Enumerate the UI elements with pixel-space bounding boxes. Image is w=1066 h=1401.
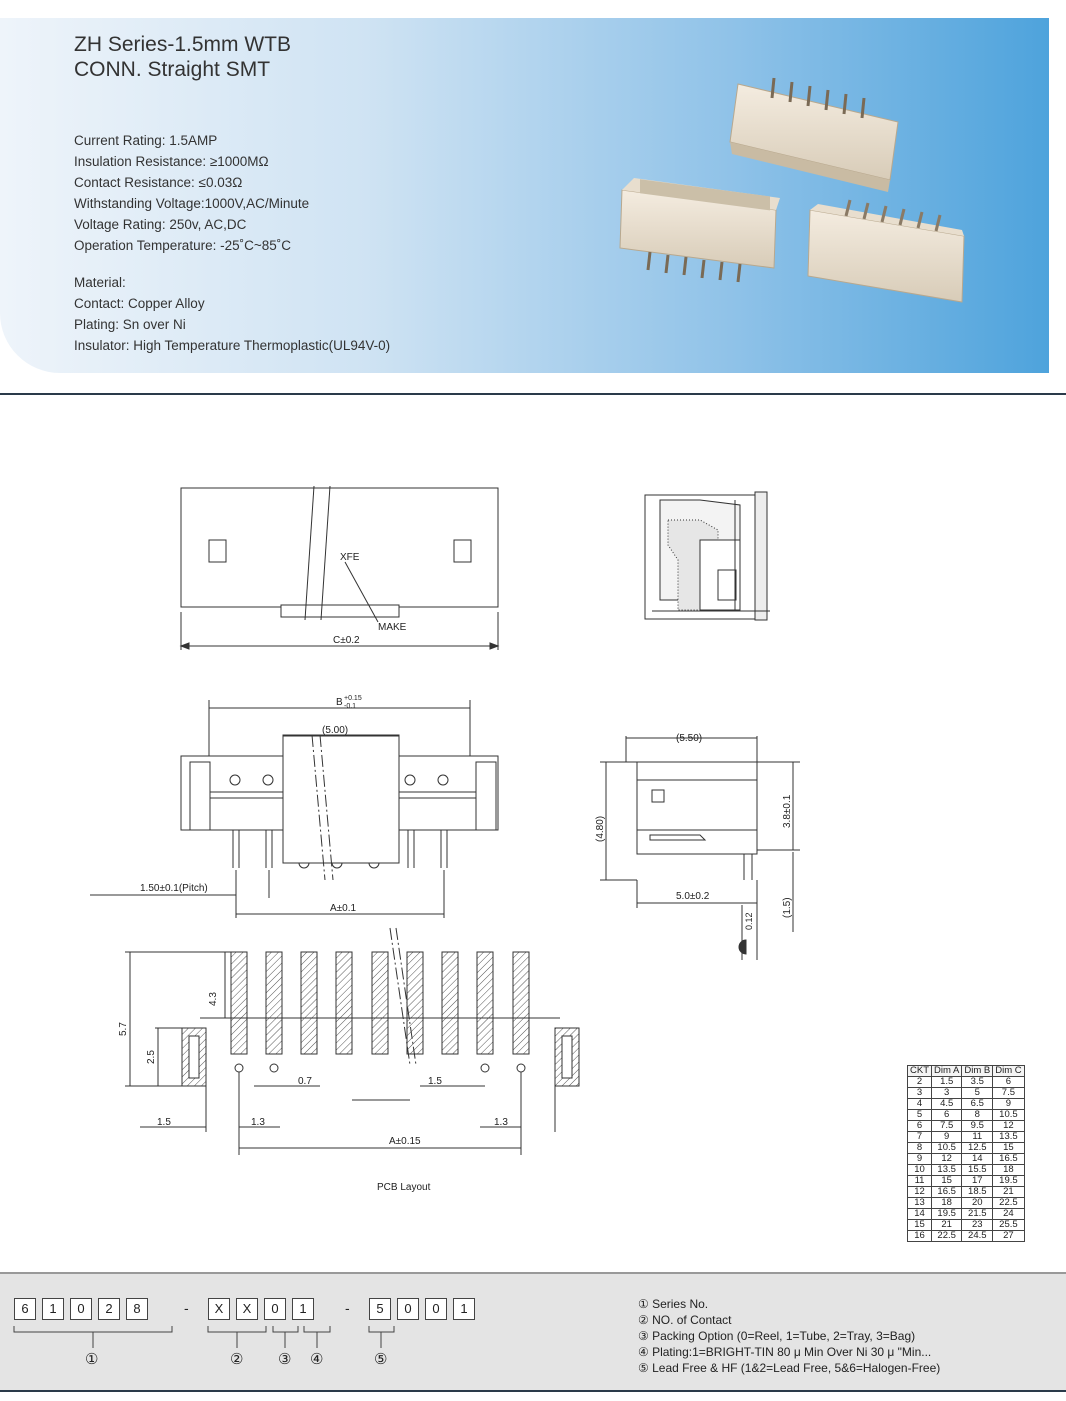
table-row bbox=[908, 1143, 1025, 1154]
table-cell: 19.5 bbox=[993, 1176, 1024, 1187]
col-header: Dim A bbox=[932, 1066, 962, 1077]
pn-dash: - bbox=[184, 1300, 189, 1316]
label-dim-550: (5.50) bbox=[676, 733, 703, 744]
table-cell: 21.5 bbox=[962, 1209, 993, 1220]
table-cell: 7 bbox=[908, 1132, 932, 1143]
table-cell: 13.5 bbox=[932, 1165, 962, 1176]
table-row bbox=[908, 1176, 1025, 1187]
table-cell: 9.5 bbox=[962, 1121, 993, 1132]
table-cell: 14 bbox=[908, 1209, 932, 1220]
table-cell: 15 bbox=[932, 1176, 962, 1187]
spec-current: Current Rating: 1.5AMP bbox=[74, 133, 218, 148]
table-row bbox=[908, 1231, 1025, 1242]
connector-photo-right bbox=[808, 200, 964, 302]
table-cell: 22.5 bbox=[932, 1231, 962, 1242]
material-insulator: Insulator: High Temperature Thermoplastic(UL94V-0) bbox=[74, 338, 391, 353]
side-view bbox=[600, 736, 800, 960]
label-pcb-15b: 1.5 bbox=[157, 1117, 171, 1128]
table-cell: 18.5 bbox=[962, 1187, 993, 1198]
pn-digit: 1 bbox=[292, 1298, 314, 1320]
connector-product-image bbox=[600, 70, 980, 310]
marker-2: ② bbox=[230, 1350, 244, 1368]
col-header: Dim B bbox=[962, 1066, 993, 1077]
pcb-layout bbox=[125, 928, 579, 1155]
section-view bbox=[645, 492, 770, 620]
label-pcb-13b: 1.3 bbox=[494, 1117, 508, 1128]
table-row bbox=[908, 1220, 1025, 1231]
table-cell: 4.5 bbox=[932, 1099, 962, 1110]
table-cell: 7.5 bbox=[993, 1088, 1024, 1099]
table-cell: 6 bbox=[993, 1077, 1024, 1088]
table-header-row bbox=[908, 1066, 1025, 1077]
table-cell: 22.5 bbox=[993, 1198, 1024, 1209]
pn-digit: 0 bbox=[264, 1298, 286, 1320]
table-cell: 21 bbox=[932, 1220, 962, 1231]
table-cell: 3 bbox=[908, 1088, 932, 1099]
table-row bbox=[908, 1132, 1025, 1143]
table-cell: 10.5 bbox=[932, 1143, 962, 1154]
ckt-dimension-table bbox=[907, 1065, 1025, 1242]
table-cell: 12.5 bbox=[962, 1143, 993, 1154]
pn-dash: - bbox=[345, 1300, 350, 1316]
table-cell: 8 bbox=[908, 1143, 932, 1154]
table-cell: 12 bbox=[932, 1154, 962, 1165]
table-cell: 16.5 bbox=[932, 1187, 962, 1198]
material-heading: Material: bbox=[74, 275, 126, 290]
table-row bbox=[908, 1088, 1025, 1099]
table-cell: 1.5 bbox=[932, 1077, 962, 1088]
spec-voltage: Voltage Rating: 250v, AC,DC bbox=[74, 217, 247, 232]
label-pcb-15a: 1.5 bbox=[428, 1076, 442, 1087]
table-cell: 13.5 bbox=[993, 1132, 1024, 1143]
table-cell: 6 bbox=[932, 1110, 962, 1121]
marker-5: ⑤ bbox=[374, 1350, 388, 1368]
table-cell: 7.5 bbox=[932, 1121, 962, 1132]
table-cell: 10 bbox=[908, 1165, 932, 1176]
table-cell: 4 bbox=[908, 1099, 932, 1110]
label-make: MAKE bbox=[378, 622, 407, 633]
pn-digit: 0 bbox=[425, 1298, 447, 1320]
label-pcb-07: 0.7 bbox=[298, 1076, 312, 1087]
pn-legend bbox=[638, 1296, 940, 1376]
table-cell: 16 bbox=[908, 1231, 932, 1242]
label-dim-b: B bbox=[336, 697, 343, 708]
pn-digit: 5 bbox=[369, 1298, 391, 1320]
pn-digit: 1 bbox=[42, 1298, 64, 1320]
table-cell: 25.5 bbox=[993, 1220, 1024, 1231]
table-cell: 12 bbox=[993, 1121, 1024, 1132]
label-pcb-43: 4.3 bbox=[208, 992, 219, 1006]
legend-leadfree: ⑤ Lead Free & HF (1&2=Lead Free, 5&6=Halogen-Free) bbox=[638, 1361, 941, 1375]
table-cell: 9 bbox=[993, 1099, 1024, 1110]
label-dim-c: C±0.2 bbox=[333, 635, 360, 646]
table-cell: 12 bbox=[908, 1187, 932, 1198]
material-plating: Plating: Sn over Ni bbox=[74, 317, 186, 332]
table-cell: 23 bbox=[962, 1220, 993, 1231]
label-pcb-a015: A±0.15 bbox=[389, 1136, 421, 1147]
legend-series: ① Series No. bbox=[638, 1297, 709, 1311]
label-dim-b-tol-plus: +0.15 bbox=[344, 695, 362, 702]
pn-leader-lines bbox=[0, 1274, 520, 1390]
pn-digit: 2 bbox=[98, 1298, 120, 1320]
table-cell: 3.5 bbox=[962, 1077, 993, 1088]
legend-plating: ④ Plating:1=BRIGHT-TIN 80 μ Min Over Ni 30 μ "Min... bbox=[638, 1345, 932, 1359]
table-cell: 20 bbox=[962, 1198, 993, 1209]
pn-digit: 0 bbox=[397, 1298, 419, 1320]
title-line-1: ZH Series-1.5mm WTB bbox=[74, 33, 292, 56]
table-cell: 15 bbox=[993, 1143, 1024, 1154]
spec-withstanding: Withstanding Voltage:1000V,AC/Minute bbox=[74, 196, 310, 211]
table-row bbox=[908, 1077, 1025, 1088]
table-row bbox=[908, 1154, 1025, 1165]
marker-4: ④ bbox=[310, 1350, 324, 1368]
title-line-2: CONN. Straight SMT bbox=[74, 58, 271, 81]
connector-photo-left bbox=[620, 178, 780, 282]
spec-contact-resistance: Contact Resistance: ≤0.03Ω bbox=[74, 175, 243, 190]
table-cell: 2 bbox=[908, 1077, 932, 1088]
pn-digit: 8 bbox=[126, 1298, 148, 1320]
table-cell: 14 bbox=[962, 1154, 993, 1165]
table-cell: 3 bbox=[932, 1088, 962, 1099]
table-cell: 9 bbox=[908, 1154, 932, 1165]
spec-temperature: Operation Temperature: -25˚C~85˚C bbox=[74, 238, 291, 253]
table-cell: 5 bbox=[962, 1088, 993, 1099]
table-cell: 24 bbox=[993, 1209, 1024, 1220]
label-dim-b-tol-minus: -0.1 bbox=[344, 703, 357, 710]
page-title bbox=[74, 32, 291, 82]
table-cell: 18 bbox=[932, 1198, 962, 1209]
table-cell: 10.5 bbox=[993, 1110, 1024, 1121]
label-dim-50: 5.0±0.2 bbox=[676, 891, 710, 902]
label-dim-a: A±0.1 bbox=[330, 903, 357, 914]
table-row bbox=[908, 1110, 1025, 1121]
spec-list bbox=[74, 130, 309, 256]
table-row bbox=[908, 1198, 1025, 1209]
label-dim-38: 3.8±0.1 bbox=[782, 794, 793, 828]
pcb-layout-caption: PCB Layout bbox=[377, 1182, 431, 1193]
table-row bbox=[908, 1121, 1025, 1132]
col-header: Dim C bbox=[993, 1066, 1024, 1077]
label-xfe: XFE bbox=[340, 552, 360, 563]
table-cell: 13 bbox=[908, 1198, 932, 1209]
label-pcb-25: 2.5 bbox=[146, 1050, 157, 1064]
pn-digit: 6 bbox=[14, 1298, 36, 1320]
top-view bbox=[181, 486, 498, 650]
table-cell: 27 bbox=[993, 1231, 1024, 1242]
table-cell: 21 bbox=[993, 1187, 1024, 1198]
connector-photo-top bbox=[730, 78, 898, 192]
part-number-footer bbox=[0, 1272, 1066, 1392]
table-row bbox=[908, 1099, 1025, 1110]
pn-digit: X bbox=[236, 1298, 258, 1320]
table-cell: 11 bbox=[908, 1176, 932, 1187]
table-cell: 8 bbox=[962, 1110, 993, 1121]
material-contact: Contact: Copper Alloy bbox=[74, 296, 205, 311]
table-cell: 16.5 bbox=[993, 1154, 1024, 1165]
legend-packing: ③ Packing Option (0=Reel, 1=Tube, 2=Tray, 3=Bag) bbox=[638, 1329, 916, 1343]
table-row bbox=[908, 1209, 1025, 1220]
table-row bbox=[908, 1165, 1025, 1176]
table-cell: 17 bbox=[962, 1176, 993, 1187]
col-header: CKT bbox=[908, 1066, 932, 1077]
spec-insulation: Insulation Resistance: ≥1000MΩ bbox=[74, 154, 269, 169]
label-dim-480: (4.80) bbox=[595, 815, 606, 842]
table-cell: 15 bbox=[908, 1220, 932, 1231]
pn-digit: X bbox=[208, 1298, 230, 1320]
label-pitch: 1.50±0.1(Pitch) bbox=[140, 883, 208, 894]
table-cell: 5 bbox=[908, 1110, 932, 1121]
label-dim-500: (5.00) bbox=[322, 725, 349, 736]
table-cell: 15.5 bbox=[962, 1165, 993, 1176]
table-cell: 18 bbox=[993, 1165, 1024, 1176]
legend-contacts: ② NO. of Contact bbox=[638, 1313, 732, 1327]
label-pcb-57: 5.7 bbox=[118, 1022, 129, 1036]
pn-digit: 0 bbox=[70, 1298, 92, 1320]
table-cell: 19.5 bbox=[932, 1209, 962, 1220]
material-list bbox=[74, 272, 390, 356]
pn-digit: 1 bbox=[453, 1298, 475, 1320]
label-dim-15: (1.5) bbox=[782, 897, 793, 918]
label-dim-012: 0.12 bbox=[744, 912, 754, 930]
table-cell: 9 bbox=[932, 1132, 962, 1143]
label-pcb-13a: 1.3 bbox=[251, 1117, 265, 1128]
table-cell: 11 bbox=[962, 1132, 993, 1143]
marker-3: ③ bbox=[278, 1350, 292, 1368]
table-cell: 6.5 bbox=[962, 1099, 993, 1110]
table-cell: 6 bbox=[908, 1121, 932, 1132]
table-row bbox=[908, 1187, 1025, 1198]
table-cell: 24.5 bbox=[962, 1231, 993, 1242]
marker-1: ① bbox=[85, 1350, 99, 1368]
